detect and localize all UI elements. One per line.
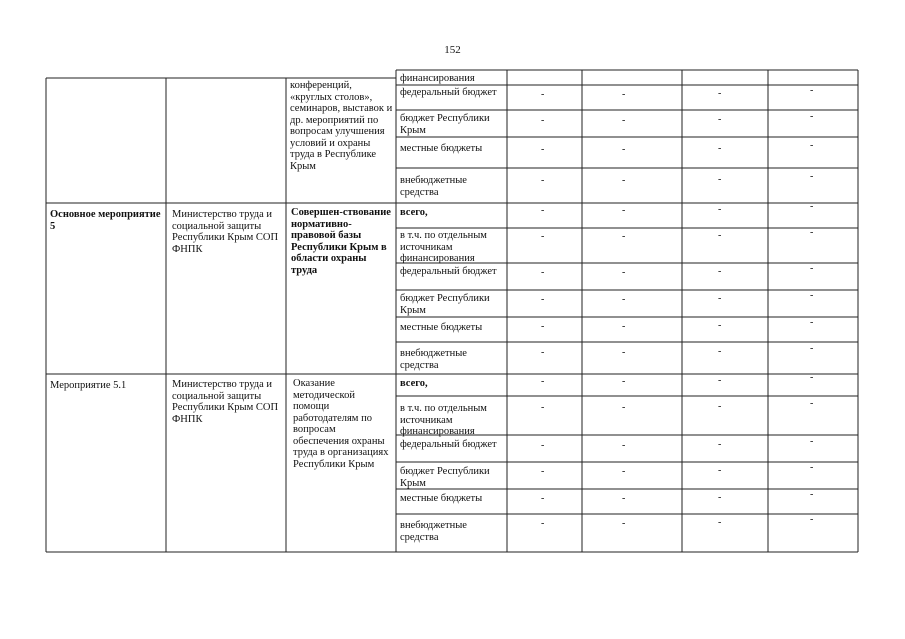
value-cell: - xyxy=(541,518,545,529)
source-label: внебюджетные средства xyxy=(400,520,467,543)
value-cell: - xyxy=(810,398,814,409)
source-label: федеральный бюджет xyxy=(400,87,497,98)
value-cell: - xyxy=(622,402,626,413)
value-cell: - xyxy=(810,489,814,500)
value-cell: - xyxy=(541,144,545,155)
value-cell: - xyxy=(541,376,545,387)
value-cell: - xyxy=(810,227,814,238)
value-cell: - xyxy=(718,375,722,386)
value-cell: - xyxy=(810,111,814,122)
value-cell: - xyxy=(718,88,722,99)
value-cell: - xyxy=(622,321,626,332)
value-cell: - xyxy=(541,175,545,186)
value-cell: - xyxy=(622,466,626,477)
value-cell: - xyxy=(622,267,626,278)
source-label: местные бюджеты xyxy=(400,493,483,504)
event-title: Основное мероприятие 5 xyxy=(50,209,161,232)
value-cell: - xyxy=(541,89,545,100)
value-cell: - xyxy=(622,347,626,358)
value-cell: - xyxy=(541,294,545,305)
value-cell: - xyxy=(541,267,545,278)
value-cell: - xyxy=(810,85,814,96)
value-cell: - xyxy=(622,115,626,126)
source-label: внебюджетные средства xyxy=(400,175,467,198)
value-cell: - xyxy=(541,115,545,126)
source-label: федеральный бюджет xyxy=(400,439,497,450)
source-label: местные бюджеты xyxy=(400,143,483,154)
source-label: бюджет Республики Крым xyxy=(400,113,490,136)
value-cell: - xyxy=(718,401,722,412)
value-cell: - xyxy=(810,263,814,274)
value-cell: - xyxy=(810,171,814,182)
value-cell: - xyxy=(622,294,626,305)
value-cell: - xyxy=(810,372,814,383)
value-cell: - xyxy=(718,293,722,304)
row-description: конференций, «круглых столов», семинаров, выставок и др. мероприятий по вопросам улучшения условий и охраны труда в Республике Крым xyxy=(290,80,393,172)
value-cell: - xyxy=(810,514,814,525)
executor: Министерство труда и социальной защиты Республики Крым СОП ФНПК xyxy=(172,379,279,425)
event-title: Мероприятие 5.1 xyxy=(50,380,127,391)
row-description: Совершен-ствование нормативно-правовой базы Республики Крым в области охраны труда xyxy=(291,207,391,276)
value-cell: - xyxy=(718,204,722,215)
value-cell: - xyxy=(622,205,626,216)
value-cell: - xyxy=(718,465,722,476)
value-cell: - xyxy=(810,462,814,473)
value-cell: - xyxy=(810,290,814,301)
value-cell: - xyxy=(541,205,545,216)
value-cell: - xyxy=(541,402,545,413)
value-cell: - xyxy=(622,144,626,155)
source-label: всего, xyxy=(400,207,428,218)
value-cell: - xyxy=(718,439,722,450)
executor: Министерство труда и социальной защиты Республики Крым СОП ФНПК xyxy=(172,209,279,255)
source-label: местные бюджеты xyxy=(400,322,483,333)
value-cell: - xyxy=(622,89,626,100)
value-cell: - xyxy=(718,492,722,503)
value-cell: - xyxy=(622,493,626,504)
page-number: 152 xyxy=(444,44,461,56)
value-cell: - xyxy=(541,347,545,358)
row-description: Оказание методической помощи работодателям по вопросам обеспечения охраны труда в организациях Республики Крым xyxy=(293,378,389,470)
value-cell: - xyxy=(810,317,814,328)
source-label: всего, xyxy=(400,378,428,389)
value-cell: - xyxy=(541,321,545,332)
value-cell: - xyxy=(718,320,722,331)
source-label: в т.ч. по отдельным источникам финансирования xyxy=(400,230,487,264)
value-cell: - xyxy=(810,201,814,212)
value-cell: - xyxy=(810,343,814,354)
value-cell: - xyxy=(718,346,722,357)
value-cell: - xyxy=(810,140,814,151)
value-cell: - xyxy=(718,143,722,154)
value-cell: - xyxy=(810,436,814,447)
value-cell: - xyxy=(622,376,626,387)
source-label: внебюджетные средства xyxy=(400,348,467,371)
source-label: в т.ч. по отдельным источникам финансирования xyxy=(400,403,487,437)
value-cell: - xyxy=(718,114,722,125)
value-cell: - xyxy=(622,231,626,242)
source-label: бюджет Республики Крым xyxy=(400,293,490,316)
source-label: финансирования xyxy=(400,73,475,84)
value-cell: - xyxy=(718,230,722,241)
value-cell: - xyxy=(622,440,626,451)
value-cell: - xyxy=(541,231,545,242)
value-cell: - xyxy=(622,518,626,529)
source-label: бюджет Республики Крым xyxy=(400,466,490,489)
value-cell: - xyxy=(718,174,722,185)
value-cell: - xyxy=(541,466,545,477)
value-cell: - xyxy=(718,266,722,277)
value-cell: - xyxy=(622,175,626,186)
source-label: федеральный бюджет xyxy=(400,266,497,277)
value-cell: - xyxy=(718,517,722,528)
value-cell: - xyxy=(541,493,545,504)
value-cell: - xyxy=(541,440,545,451)
